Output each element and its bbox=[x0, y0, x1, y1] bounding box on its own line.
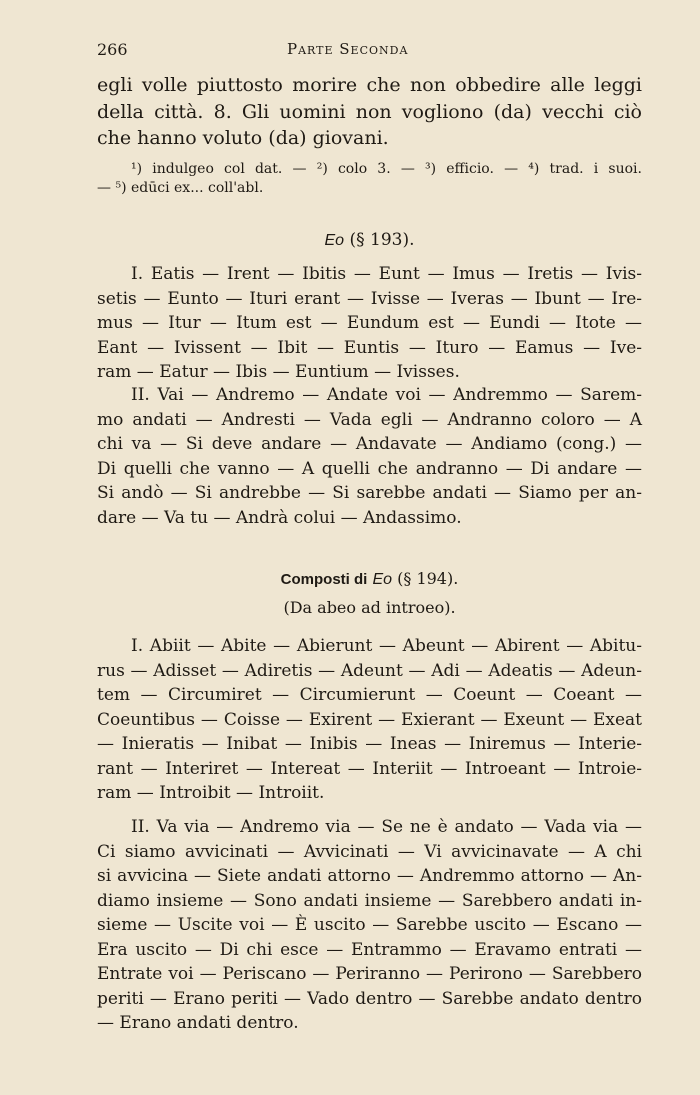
text-line: — Inieratis — Inibat — Inibis — Ineas — Iniremus — Interie- bbox=[97, 734, 642, 754]
text-line: — Erano andati dentro. bbox=[97, 1013, 299, 1033]
text-line: II. Va via — Andremo via — Se ne è andato — Vada via — bbox=[131, 817, 642, 837]
exercise-eo-I bbox=[97, 262, 642, 385]
text-line: mo andati — Andresti — Vada egli — Andranno coloro — A bbox=[97, 409, 642, 430]
text-line: I. Abiit — Abite — Abierunt — Abeunt — Abirent — Abitu- bbox=[131, 636, 642, 656]
text-line: rant — Interiret — Intereat — Interiit — Introeant — Introie- bbox=[97, 758, 642, 779]
heading-word: Eo bbox=[372, 571, 393, 588]
text-line: II. Vai — Andremo — Andate voi — Andremmo — Sarem- bbox=[131, 385, 642, 405]
exercise-composti-II bbox=[97, 815, 642, 1036]
text-line: ram — Introibit — Introiit. bbox=[97, 783, 325, 803]
text-line: egli volle piuttosto morire che non obbedire alle leggi bbox=[97, 74, 642, 96]
heading-ref: (§ 193). bbox=[349, 230, 415, 250]
text-line: Entrate voi — Periscano — Periranno — Perirono — Sarebbero bbox=[97, 964, 642, 984]
text-line: I. Eatis — Irent — Ibitis — Eunt — Imus — Iretis — Ivis- bbox=[131, 264, 642, 284]
text-line: Era uscito — Di chi esce — Entrammo — Eravamo entrati — bbox=[97, 939, 642, 960]
text-line: Eant — Ivissent — Ibit — Euntis — Ituro — Eamus — Ive- bbox=[97, 337, 642, 358]
text-line: Di quelli che vanno — A quelli che andranno — Di andare — bbox=[97, 458, 642, 479]
running-head bbox=[97, 40, 642, 62]
text-line: si avvicina — Siete andati attorno — Andremmo attorno — An- bbox=[97, 866, 642, 886]
intro-paragraph bbox=[97, 72, 642, 152]
section-heading-composti bbox=[97, 569, 642, 589]
text-line: Coeuntibus — Coisse — Exirent — Exierant — Exeunt — Exeat bbox=[97, 709, 642, 730]
section-subheading bbox=[97, 598, 642, 617]
page-number: 266 bbox=[97, 40, 128, 59]
text-line: Si andò — Si andrebbe — Si sarebbe andati — Siamo per an- bbox=[97, 483, 642, 503]
text-line: diamo insieme — Sono andati insieme — Sarebbero andati in- bbox=[97, 890, 642, 911]
text-line: ram — Eatur — Ibis — Euntium — Ivisses. bbox=[97, 362, 460, 382]
text-line: della città. 8. Gli uomini non vogliono (da) vecchi ciò bbox=[97, 100, 642, 123]
heading-word: Composti di bbox=[280, 571, 368, 588]
footnote-line: — ⁵) edūci ex... coll'abl. bbox=[97, 180, 264, 196]
section-heading-eo bbox=[97, 230, 642, 250]
text-line: setis — Eunto — Ituri erant — Ivisse — Iveras — Ibunt — Ire- bbox=[97, 288, 642, 309]
heading-ref: (§ 194). bbox=[397, 569, 459, 588]
text-line: tem — Circumiret — Circumierunt — Coeunt — Coeant — bbox=[97, 685, 642, 705]
running-title: Parte Seconda bbox=[287, 40, 409, 58]
text-line: rus — Adisset — Adiretis — Adeunt — Adi — Adeatis — Adeun- bbox=[97, 660, 642, 681]
text-line: chi va — Si deve andare — Andavate — Andiamo (cong.) — bbox=[97, 434, 642, 454]
exercise-composti-I bbox=[97, 634, 642, 806]
text-line: sieme — Uscite voi — È uscito — Sarebbe uscito — Escano — bbox=[97, 915, 642, 935]
footnote-line: ¹) indulgeo col dat. — ²) colo 3. — ³) efficio. — ⁴) trad. i suoi. bbox=[131, 161, 642, 177]
text-line: mus — Itur — Itum est — Eundum est — Eundi — Itote — bbox=[97, 313, 642, 333]
subheading-text: (Da abeo ad introeo). bbox=[283, 598, 456, 617]
text-line: periti — Erano periti — Vado dentro — Sarebbe andato dentro bbox=[97, 988, 642, 1009]
heading-word: Eo bbox=[324, 232, 345, 249]
text-line: che hanno voluto (da) giovani. bbox=[97, 127, 389, 149]
text-line: Ci siamo avvicinati — Avvicinati — Vi avvicinavate — A chi bbox=[97, 841, 642, 862]
footnotes bbox=[97, 160, 642, 198]
text-line: dare — Va tu — Andrà colui — Andassimo. bbox=[97, 507, 462, 528]
exercise-eo-II bbox=[97, 383, 642, 530]
